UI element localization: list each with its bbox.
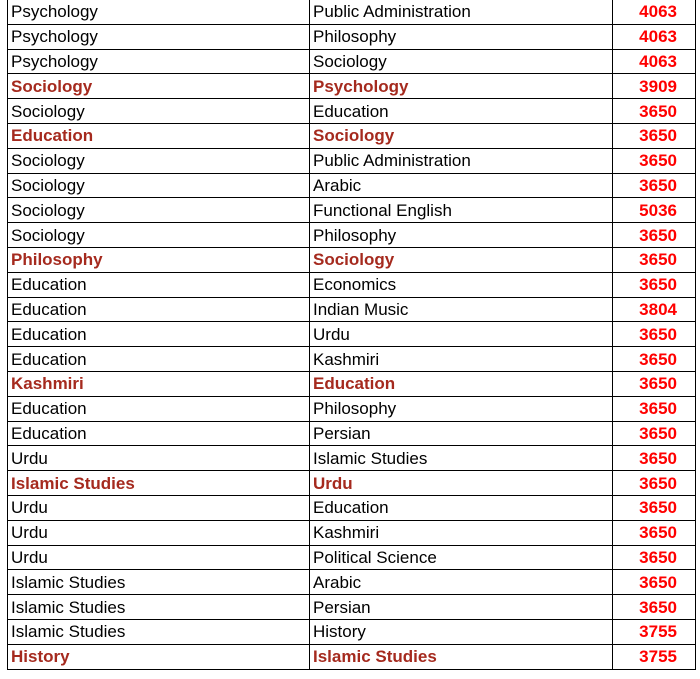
cell-value: 3650 (613, 495, 696, 520)
cell-subject-1: Psychology (8, 49, 310, 74)
cell-value: 3650 (613, 272, 696, 297)
cell-subject-1: Sociology (8, 148, 310, 173)
cell-subject-2: Indian Music (310, 297, 613, 322)
cell-value: 4063 (613, 49, 696, 74)
cell-subject-1: Education (8, 123, 310, 148)
cell-subject-1: Urdu (8, 495, 310, 520)
table-row (8, 570, 696, 595)
cell-subject-2: Philosophy (310, 24, 613, 49)
table-row (8, 421, 696, 446)
cell-subject-2: Education (310, 371, 613, 396)
table-row (8, 520, 696, 545)
cell-subject-1: Education (8, 322, 310, 347)
cell-subject-2: Education (310, 495, 613, 520)
cell-subject-1: Urdu (8, 545, 310, 570)
cell-subject-1: Education (8, 297, 310, 322)
cell-subject-1: Education (8, 421, 310, 446)
table-row (8, 322, 696, 347)
cell-subject-2: Sociology (310, 123, 613, 148)
cell-value: 3650 (613, 570, 696, 595)
cell-value: 4063 (613, 24, 696, 49)
cell-subject-2: Philosophy (310, 396, 613, 421)
cell-subject-2: Arabic (310, 173, 613, 198)
table-row (8, 24, 696, 49)
table-row (8, 148, 696, 173)
cell-subject-1: Sociology (8, 223, 310, 248)
cell-value: 3650 (613, 446, 696, 471)
cell-subject-1: Psychology (8, 24, 310, 49)
cell-subject-2: Public Administration (310, 0, 613, 24)
table-row (8, 247, 696, 272)
cell-subject-2: Urdu (310, 471, 613, 496)
cell-subject-2: Economics (310, 272, 613, 297)
table-row (8, 297, 696, 322)
table-row (8, 272, 696, 297)
cell-subject-1: Kashmiri (8, 371, 310, 396)
cell-subject-2: Persian (310, 595, 613, 620)
cell-subject-1: Islamic Studies (8, 570, 310, 595)
table-row (8, 123, 696, 148)
cell-value: 3650 (613, 347, 696, 372)
cell-subject-1: Education (8, 396, 310, 421)
cell-value: 3650 (613, 123, 696, 148)
cell-value: 3650 (613, 173, 696, 198)
cell-value: 3650 (613, 595, 696, 620)
cell-value: 3755 (613, 644, 696, 669)
cell-subject-1: Islamic Studies (8, 595, 310, 620)
cell-value: 3650 (613, 99, 696, 124)
table-body (8, 0, 696, 669)
cell-subject-2: Political Science (310, 545, 613, 570)
table-row (8, 0, 696, 24)
cell-subject-2: Islamic Studies (310, 446, 613, 471)
table-row (8, 74, 696, 99)
cell-subject-2: Persian (310, 421, 613, 446)
cell-value: 4063 (613, 0, 696, 24)
cell-subject-1: Philosophy (8, 247, 310, 272)
cell-subject-1: Sociology (8, 198, 310, 223)
cell-value: 3650 (613, 471, 696, 496)
cell-value: 3755 (613, 619, 696, 644)
table-row (8, 595, 696, 620)
cell-value: 3650 (613, 148, 696, 173)
cell-subject-1: History (8, 644, 310, 669)
table-row (8, 347, 696, 372)
cell-value: 3650 (613, 545, 696, 570)
cell-subject-1: Urdu (8, 446, 310, 471)
table-row (8, 471, 696, 496)
cell-subject-2: Education (310, 99, 613, 124)
subject-combination-table (7, 0, 696, 670)
cell-subject-1: Sociology (8, 74, 310, 99)
cell-subject-2: Psychology (310, 74, 613, 99)
table-row (8, 371, 696, 396)
cell-subject-1: Education (8, 272, 310, 297)
table-row (8, 644, 696, 669)
table-row (8, 49, 696, 74)
subject-combination-table-container (7, 0, 695, 670)
cell-value: 3650 (613, 396, 696, 421)
cell-subject-2: Kashmiri (310, 347, 613, 372)
cell-subject-2: History (310, 619, 613, 644)
cell-value: 3804 (613, 297, 696, 322)
table-row (8, 173, 696, 198)
cell-value: 3650 (613, 223, 696, 248)
cell-subject-1: Sociology (8, 99, 310, 124)
cell-subject-2: Public Administration (310, 148, 613, 173)
cell-subject-1: Islamic Studies (8, 619, 310, 644)
table-row (8, 223, 696, 248)
cell-value: 3909 (613, 74, 696, 99)
cell-subject-2: Sociology (310, 49, 613, 74)
cell-value: 3650 (613, 421, 696, 446)
cell-subject-2: Kashmiri (310, 520, 613, 545)
cell-subject-1: Sociology (8, 173, 310, 198)
cell-value: 3650 (613, 520, 696, 545)
cell-subject-2: Sociology (310, 247, 613, 272)
table-row (8, 495, 696, 520)
table-row (8, 545, 696, 570)
cell-value: 3650 (613, 371, 696, 396)
table-row (8, 396, 696, 421)
cell-subject-2: Arabic (310, 570, 613, 595)
cell-subject-2: Functional English (310, 198, 613, 223)
cell-value: 5036 (613, 198, 696, 223)
table-row (8, 446, 696, 471)
cell-value: 3650 (613, 247, 696, 272)
cell-subject-1: Education (8, 347, 310, 372)
cell-subject-1: Urdu (8, 520, 310, 545)
cell-subject-2: Philosophy (310, 223, 613, 248)
cell-subject-2: Islamic Studies (310, 644, 613, 669)
table-row (8, 198, 696, 223)
table-row (8, 99, 696, 124)
cell-value: 3650 (613, 322, 696, 347)
cell-subject-2: Urdu (310, 322, 613, 347)
table-row (8, 619, 696, 644)
cell-subject-1: Islamic Studies (8, 471, 310, 496)
cell-subject-1: Psychology (8, 0, 310, 24)
